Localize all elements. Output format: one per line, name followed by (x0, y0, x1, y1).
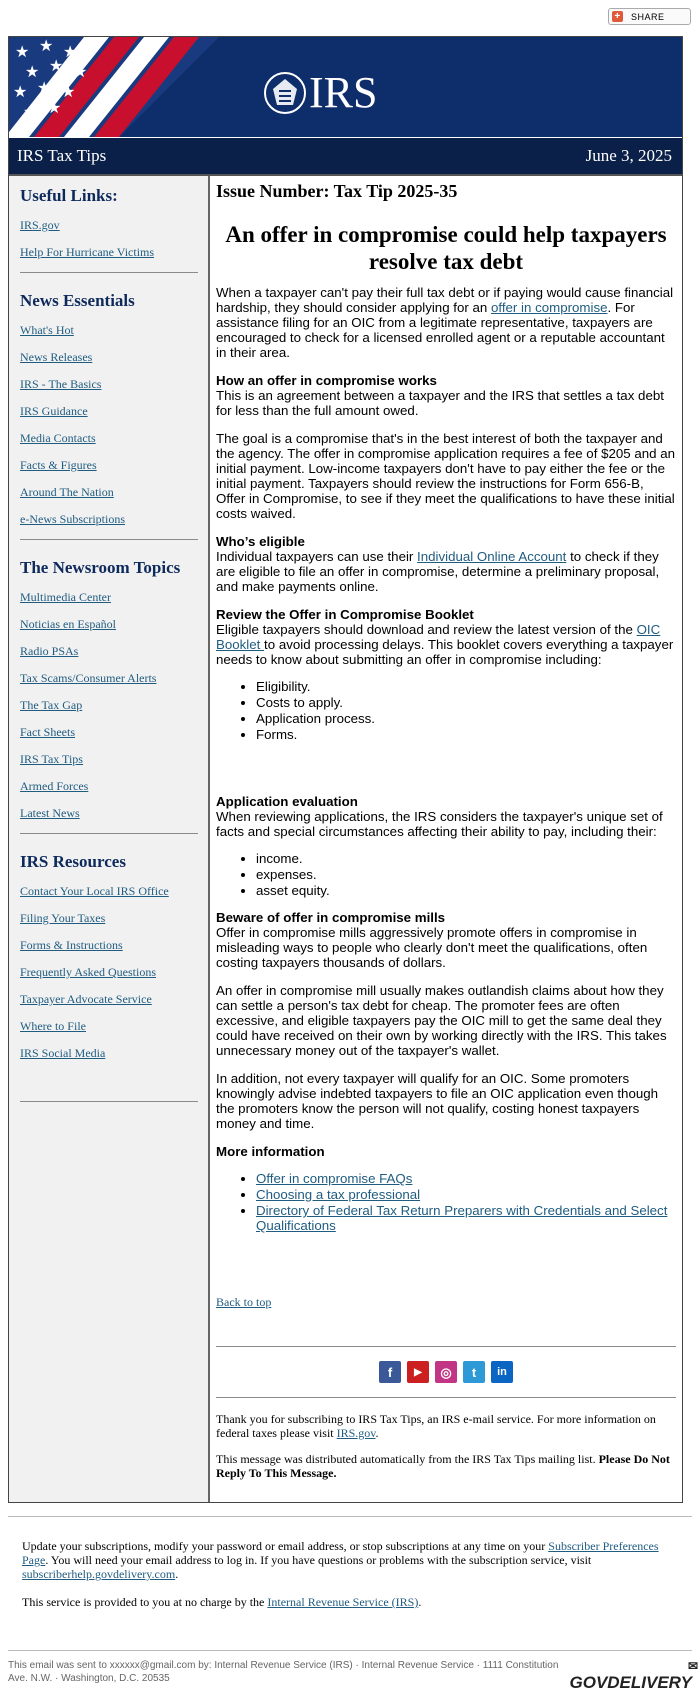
divider (20, 272, 198, 273)
sidebar-link[interactable]: Taxpayer Advocate Service (20, 992, 152, 1006)
header-banner (9, 37, 682, 137)
sidebar-link[interactable]: Around The Nation (20, 485, 114, 499)
newsletter-title: IRS Tax Tips (17, 146, 107, 165)
newsroom-topics-heading: The Newsroom Topics (20, 558, 181, 577)
share-button[interactable] (608, 8, 691, 25)
delivery-footer (8, 1650, 698, 1693)
sidebar-link[interactable]: Forms & Instructions (20, 938, 123, 952)
sidebar-link[interactable]: e-News Subscriptions (20, 512, 125, 526)
list-item: • Costs to apply. (256, 695, 676, 710)
more-info-link[interactable]: Offer in compromise FAQs (256, 1171, 413, 1186)
sidebar-link[interactable]: Contact Your Local IRS Office (20, 884, 169, 898)
share-label: SHARE (631, 11, 665, 22)
irs-logo (263, 67, 377, 118)
list-item: • expenses. (256, 867, 676, 882)
youtube-icon[interactable]: ▶ (407, 1361, 429, 1383)
review-section: Review the Offer in Compromise Booklet Eligible taxpayers should download and review the latest version of the OIC Booklet to avoid processing delays. This booklet covers everything a taxpayer needs to know about submitting an offer in compromise including: (216, 607, 676, 667)
news-essentials-heading: News Essentials (20, 291, 135, 310)
us-flag-graphic (9, 37, 219, 137)
beware-section: Beware of offer in compromise mills Offer in compromise mills aggressively promote offers in compromise in misleading ways to people who clearly don't meet the qualifications, often costing taxpayers thousands of dollars. (216, 910, 676, 970)
divider (216, 1397, 676, 1398)
sidebar-link[interactable]: Filing Your Taxes (20, 911, 106, 925)
svg-text:★: ★ (47, 98, 62, 117)
title-bar (9, 137, 682, 174)
sidebar-link[interactable]: The Tax Gap (20, 698, 83, 712)
svg-text:★: ★ (39, 37, 54, 55)
section-heading: Beware of offer in compromise mills (216, 910, 446, 925)
irs-gov-link[interactable]: IRS.gov (336, 1426, 376, 1440)
svg-text:★: ★ (63, 42, 78, 61)
update-text: Update your subscriptions, modify your password or email address, or stop subscriptions at any time on your Subscriber Preferences Page. You will need your email address to log in. If you have questions or problems with the subscription service, visit subscriberhelp.govdelivery.com. (22, 1539, 659, 1581)
more-info-list (216, 1171, 676, 1233)
section-heading: Review the Offer in Compromise Booklet (216, 607, 474, 622)
list-item: • Application process. (256, 711, 676, 726)
govdelivery-logo: GOVDELIVERY ✉ (569, 1659, 698, 1692)
svg-text:★: ★ (13, 82, 28, 101)
intro-paragraph: When a taxpayer can't pay their full tax debt or if paying would cause financial hardship, they should consider applying for an offer in compromise. For assistance filing for an OIC from a legitimate representative, taxpayers are encouraged to check for a licensed enrolled agent or a reputable accountant in their area. (216, 285, 674, 360)
sidebar-link[interactable]: Noticias en Español (20, 617, 116, 631)
list-item: • asset equity. (256, 883, 676, 898)
sidebar-link[interactable]: IRS Tax Tips (20, 752, 83, 766)
instagram-icon[interactable]: ◎ (435, 1361, 457, 1383)
back-to-top-link[interactable]: Back to top (216, 1295, 272, 1309)
sender-address: This email was sent to xxxxxx@gmail.com by: Internal Revenue Service (IRS) · Internal Revenue Service · 1111 Constitution Ave. N.W. · Washington, D.C. 20535 (8, 1660, 559, 1684)
svg-text:★: ★ (37, 78, 52, 97)
divider (20, 833, 198, 834)
beware-paragraph: In addition, not every taxpayer will qualify for an OIC. Some promoters knowingly advise indebted taxpayers to file an OIC application even though the promoters know the person will not qualify, costing honest taxpayers money and time. (216, 1071, 659, 1131)
sidebar-link[interactable]: Multimedia Center (20, 590, 111, 604)
sidebar-link[interactable]: IRS - The Basics (20, 377, 102, 391)
svg-text:★: ★ (25, 62, 40, 81)
sidebar-link[interactable]: Armed Forces (20, 779, 89, 793)
oic-booklet-link[interactable]: OIC Booklet (216, 622, 661, 652)
subscriber-preferences-link[interactable]: Subscriber Preferences Page (22, 1539, 659, 1567)
sidebar-link[interactable]: Tax Scams/Consumer Alerts (20, 671, 157, 685)
auto-message-note: This message was distributed automatically from the IRS Tax Tips mailing list. Please Do Not Reply To This Message. (216, 1452, 670, 1480)
svg-text:★: ★ (23, 102, 38, 121)
eval-list (216, 851, 676, 898)
sidebar-link[interactable]: Frequently Asked Questions (20, 965, 156, 979)
list-item: • Forms. (256, 727, 676, 742)
logo-text: IRS (309, 68, 378, 117)
section-heading: More information (216, 1144, 325, 1159)
more-info-link[interactable]: Choosing a tax professional (256, 1187, 421, 1202)
eagle-icon (263, 71, 307, 115)
issue-number: Issue Number: Tax Tip 2025-35 (216, 181, 458, 201)
sidebar-link[interactable]: IRS Guidance (20, 404, 88, 418)
plus-icon: + (612, 11, 623, 22)
sidebar-link[interactable]: News Releases (20, 350, 93, 364)
review-list (216, 679, 676, 742)
linkedin-icon[interactable]: in (491, 1361, 513, 1383)
newsletter-frame (8, 36, 683, 1503)
facebook-icon[interactable]: f (379, 1361, 401, 1383)
sidebar-link[interactable]: Where to File (20, 1019, 86, 1033)
service-text: This service is provided to you at no charge by the Internal Revenue Service (IRS). (22, 1595, 422, 1609)
sidebar-link[interactable]: Media Contacts (20, 431, 96, 445)
section-heading: Who’s eligible (216, 534, 305, 549)
divider (216, 1346, 676, 1347)
sidebar-link[interactable]: Latest News (20, 806, 80, 820)
headline: An offer in compromise could help taxpayers resolve tax debt (225, 222, 667, 274)
how-paragraph: The goal is a compromise that's in the best interest of both the taxpayer and the agency. The offer in compromise application requires a fee of $205 and an initial payment. Low-income taxpayers don't have to pay either the fee or the initial payment. Taxpayers should review the instructions for Form 656-B, Offer in Compromise, to see if they meet the qualifications to have these initial costs waived. (216, 431, 676, 521)
sidebar-link[interactable]: IRS.gov (20, 218, 60, 232)
eval-section: Application evaluation When reviewing applications, the IRS considers the taxpayer's unique set of facts and special circumstances affecting their ability to pay, including their: (216, 794, 676, 839)
envelope-icon: ✉ (687, 1659, 698, 1673)
sidebar (9, 176, 210, 1502)
svg-text:★: ★ (15, 42, 30, 61)
more-info-link[interactable]: Directory of Federal Tax Return Preparers with Credentials and Select Qualifications (256, 1203, 668, 1233)
sidebar-link[interactable]: IRS Social Media (20, 1046, 106, 1060)
how-section: How an offer in compromise works This is an agreement between a taxpayer and the IRS that settles a tax debt for less than the full amount owed. (216, 373, 676, 418)
irs-resources-heading: IRS Resources (20, 852, 126, 871)
subscription-note: Thank you for subscribing to IRS Tax Tips, an IRS e-mail service. For more information on federal taxes please visit IRS.gov. (216, 1412, 656, 1440)
svg-text:★: ★ (61, 82, 76, 101)
divider (20, 1101, 198, 1102)
subscriber-help-link[interactable]: subscriberhelp.govdelivery.com (22, 1567, 176, 1581)
issue-date: June 3, 2025 (585, 146, 672, 165)
online-account-link[interactable]: Individual Online Account (417, 549, 567, 564)
subscription-footer (8, 1516, 692, 1623)
list-item: • Eligibility. (256, 679, 676, 694)
who-section: Who’s eligible Individual taxpayers can use their Individual Online Account to check if they are eligible to file an offer in compromise, determine a preliminary proposal, and make payments online. (216, 534, 676, 594)
offer-in-compromise-link[interactable]: offer in compromise (490, 300, 608, 315)
useful-links-heading: Useful Links: (20, 186, 118, 205)
beware-paragraph: An offer in compromise mill usually makes outlandish claims about how they can settle a person's tax debt for cheap. The promoter fees are often excessive, and eligible taxpayers pay the OIC mill to get the same deal they could have received on their own by working directly with the IRS. This takes unnecessary money out of the taxpayer's wallet. (216, 983, 667, 1058)
section-heading: How an offer in compromise works (216, 373, 437, 388)
sidebar-link[interactable]: Facts & Figures (20, 458, 97, 472)
sidebar-link[interactable]: Radio PSAs (20, 644, 79, 658)
divider (20, 539, 198, 540)
sidebar-link[interactable]: What's Hot (20, 323, 74, 337)
svg-text:★: ★ (73, 62, 88, 81)
social-icons (216, 1361, 676, 1383)
sidebar-link[interactable]: Fact Sheets (20, 725, 75, 739)
section-heading: Application evaluation (216, 794, 358, 809)
svg-text:★: ★ (87, 37, 102, 55)
sidebar-link[interactable]: Help For Hurricane Victims (20, 245, 155, 259)
svg-text:★: ★ (49, 56, 64, 75)
article-body (210, 176, 682, 1502)
twitter-icon[interactable]: t (463, 1361, 485, 1383)
irs-link[interactable]: Internal Revenue Service (IRS) (267, 1595, 419, 1609)
list-item: • income. (256, 851, 676, 866)
